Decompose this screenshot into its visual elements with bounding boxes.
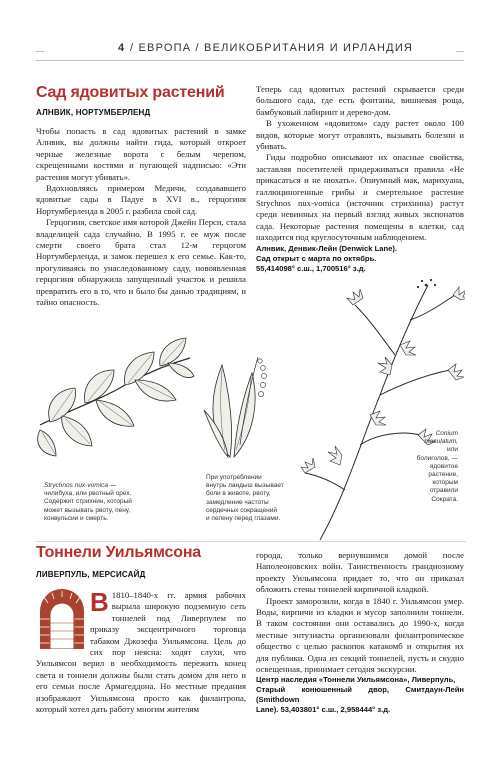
section2-address: Центр наследия «Тоннели Уильямсона», Ливерпуль, Старый конюшенный двор, Смитдаун-Лейн (Smithdown Lane). 53,403801° с.ш., 2,958444° з.д.: [256, 675, 464, 715]
section1-location: АЛНВИК, НОРТУМБЕРЛЕНД: [36, 108, 151, 117]
section2-column-2: [256, 550, 464, 715]
conium-caption: Conium maculatum, или болиголов, — ядовитое растение, которым отравили Сократа.: [416, 430, 458, 503]
breadcrumb: / ЕВРОПА / ВЕЛИКОБРИТАНИЯ И ИРЛАНДИЯ: [130, 42, 414, 54]
paragraph: Герцогиня, светское имя которой Джейн Перси, стала владелицей сада случайно. В 1995 г. ее муж после смерти своего брата стал 12-м герцогом Нортумберленда, и замок перешел к его семье. Как-то, прогуливаясь по унаследованному саду, новоявленная герцогиня обнаружила запущенный участок и решила превратить его в то, что и было бы данью традициям, и тайно опасность.: [36, 217, 246, 308]
strychnos-caption: Strychnos nux-vomica — чилибуха, или рвотный орех. Содержит стрихнин, который может вызывать рвоту, пену, конвульсии и смерть.: [44, 482, 132, 522]
paragraph: Гиды подробно описывают их опасные свойства, заставляя посетителей придерживаться правила «Не прикасаться и не нюхать». Опиумный мак, марихуана, галлюциногенные грибы и смертельное растение Strychnos nux-vomica (источник стрихнина) растут среди невинных на первый взгляд живых экспонатов сада. Некоторые растения помещены в клетки, сад находится под круглосуточным наблюдением.: [256, 152, 464, 243]
section1-address: Алнвик, Денвик-Лейн (Denwick Lane). Сад открыт с марта по октябрь. 55,414098° с.ш., 1,700516° з.д.: [256, 243, 397, 273]
paragraph: В 1810–1840-х гг. армия рабочих вырыла широкую подземную сеть тоннелей под Ливерпулем по приказу эксцентричного торговца табаком Джозефа Уильямсона. Цель до сих пор неясна: ходят слухи, что Уильямсон верил в необходимость пережить конец света и тоннели должны были стать домом для него и его семьи после Армагеддона. Но местные предания изображают Уильямсона просто как филантропа, который хотел дать работу многим жителям: [36, 587, 246, 715]
running-header: [36, 42, 464, 58]
section2-location: ЛИВЕРПУЛЬ, МЕРСИСАЙД: [36, 570, 146, 579]
section2-column-1: [36, 587, 246, 715]
paragraph: Чтобы попасть в сад ядовитых растений в замке Алнвик, вы должны найти гида, который откроет черные железные ворота с белым черепом, скрещенными костями и пугающей надписью: «Эти растения могут убивать».: [36, 126, 246, 182]
dropcap: В: [90, 587, 109, 617]
section1-column-2: [256, 84, 464, 274]
paragraph: В ухоженном «ядовитом» саду растет около 100 видов, которые могут отравлять, вызывать болезни и убивать.: [256, 118, 464, 152]
conium-illustration: [300, 275, 465, 545]
paragraph: Вдохновляясь примером Медичи, создававшего ядовитые сады в Падуе в XVI в., герцогиня Нортумберленда в 2005 г. разбила свой сад.: [36, 183, 246, 216]
paragraph: Теперь сад ядовитых растений скрывается среди большого сада, где есть фонтаны, вишневая роща, бамбуковый лабиринт и дерево-дом.: [256, 84, 464, 117]
header-rule: [36, 60, 464, 61]
page-number: 4: [118, 42, 125, 54]
section1-title: Сад ядовитых растений: [36, 84, 225, 101]
section2-title: Тоннели Уильямсона: [36, 544, 201, 561]
paragraph: Проект заморозили, когда в 1840 г. Уильямсон умер. Воды, кирпичи из кладки и мусор заполнили тоннели. В таком состоянии они оставались до 1990-х, когда местные энтузиасты организовали филантропическое общество с целью раскопок катакомб и открытия их для публики. Одна из секций тоннелей, пусть и скудно освещенная, принимает сегодня экскурсии.: [256, 595, 464, 675]
header-tick-right: [456, 51, 464, 52]
arch-float-spacer: [36, 590, 90, 652]
header-tick-left: [36, 51, 44, 52]
section1-column-1: [36, 126, 246, 309]
lily-caption: При употреблении внутрь ландыш вызывает боли в животе, рвоту, замедление частоты сердечных сокращений и пелену перед глазами.: [206, 474, 284, 523]
paragraph: города, только вернувшимся домой после Наполеоновских войн. Таинственность грандиозному проекту Уильямсона придает то, что он приказал обложить стены тоннелей кирпичной кладкой.: [256, 550, 464, 595]
strychnos-illustration: [30, 330, 195, 460]
lily-of-the-valley-illustration: [200, 345, 275, 460]
section-divider: [36, 541, 466, 542]
